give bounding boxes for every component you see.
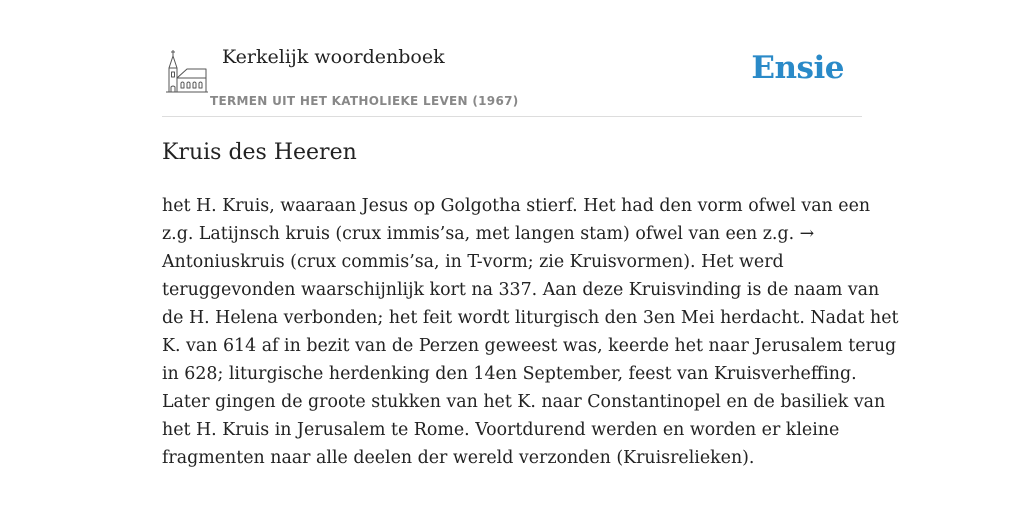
definition-line: fragmenten naar alle deelen der wereld verzonden (Kruisrelieken). — [162, 448, 755, 468]
definition-line — [162, 220, 862, 248]
arrow-right-icon[interactable]: → — [799, 224, 815, 244]
definition-line: K. van 614 af in bezit van de Perzen geweest was, keerde het naar Jerusalem terug — [162, 336, 897, 356]
term-title: Kruis des Heeren — [162, 140, 357, 165]
definition-line: de H. Helena verbonden; het feit wordt liturgisch den 3en Mei herdacht. Nadat het — [162, 308, 899, 328]
definition-line: in 628; liturgische herdenking den 14en September, feest van Kruisverheffing. — [162, 364, 857, 384]
definition-line: het H. Kruis in Jerusalem te Rome. Voortdurend werden en worden er kleine — [162, 420, 840, 440]
definition-line: teruggevonden waarschijnlijk kort na 337. Aan deze Kruisvinding is de naam van — [162, 280, 880, 300]
ensie-logo-link[interactable]: Ensie — [751, 50, 844, 86]
definition-line-text: z.g. Latijnsch kruis (crux immis’sa, met langen stam) ofwel van een z.g. — [162, 224, 800, 244]
dictionary-title[interactable]: Kerkelijk woordenboek — [222, 46, 445, 68]
definition-line: Later gingen de groote stukken van het K. naar Constantinopel en de basiliek van — [162, 392, 886, 412]
definition-line: Antoniuskruis (crux commis’sa, in T-vorm; zie Kruisvormen). Het werd — [162, 252, 784, 272]
church-icon — [164, 48, 208, 96]
definition-text — [162, 192, 899, 472]
definition-line: het H. Kruis, waaraan Jesus op Golgotha stierf. Het had den vorm ofwel van een — [162, 196, 871, 216]
dictionary-header — [162, 40, 862, 117]
dictionary-subtitle: TERMEN UIT HET KATHOLIEKE LEVEN (1967) — [210, 94, 519, 108]
